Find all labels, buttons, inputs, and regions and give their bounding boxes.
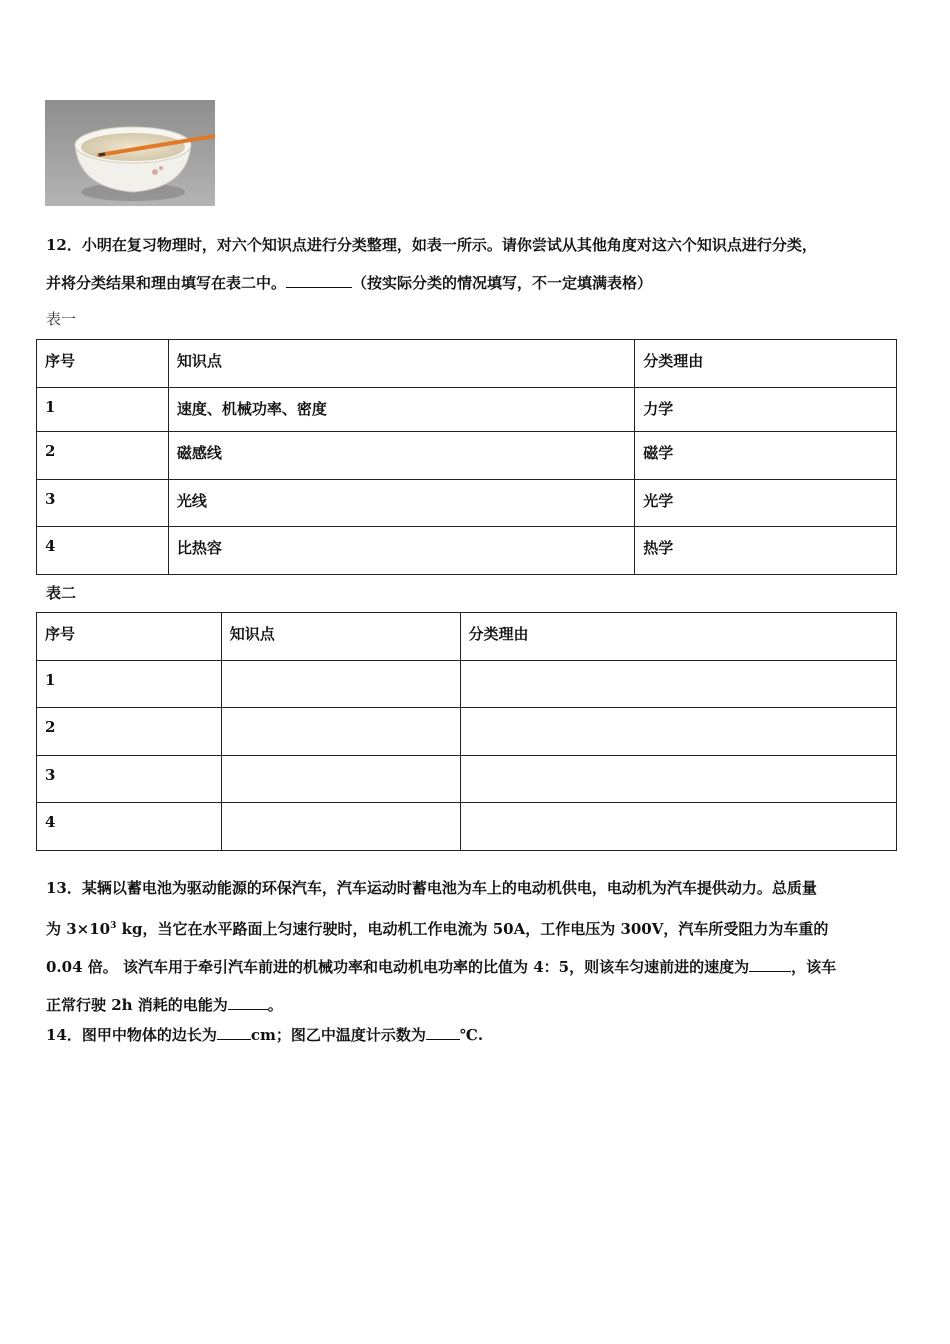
q14-text-b: cm；图乙中温度计示数为 (250, 1026, 426, 1044)
table-row (37, 388, 897, 432)
table-row (37, 708, 897, 756)
table-cell: 速度、机械功率、密度 (168, 388, 634, 432)
q12-line2 (46, 264, 906, 302)
header-cell: 序号 (37, 613, 222, 661)
answer-cell[interactable] (460, 708, 896, 756)
q13-line2 (46, 907, 906, 948)
q13-line2-rest: kg，当它在水平路面上匀速行驶时，电动机工作电流为 50A，工作电压为 300V，汽车所受阻力为车重的 (116, 920, 829, 938)
table-cell: 磁学 (635, 432, 897, 480)
table-cell: 1 (37, 661, 222, 708)
q14-text-a: 14．图甲中物体的边长为 (46, 1026, 217, 1044)
answer-cell[interactable] (221, 803, 460, 851)
table-row (37, 756, 897, 803)
table2-caption: 表二 (46, 584, 77, 602)
table-cell: 光学 (635, 480, 897, 527)
table-cell: 比热容 (168, 527, 634, 575)
q12-line2-note: （按实际分类的情况填写，不一定填满表格） (352, 274, 653, 292)
q13-exponent: 3 (110, 921, 117, 931)
header-cell: 知识点 (168, 340, 634, 388)
q13-energy-blank[interactable] (228, 1009, 268, 1010)
table-cell: 2 (37, 708, 222, 756)
table-row (37, 803, 897, 851)
table-header-row (37, 340, 897, 388)
table-header-row (37, 613, 897, 661)
q14-text-c: ℃. (459, 1026, 484, 1044)
table-cell: 3 (37, 480, 169, 527)
q13-speed-blank[interactable] (749, 971, 791, 972)
header-cell: 分类理由 (635, 340, 897, 388)
answer-cell[interactable] (221, 708, 460, 756)
table-cell: 2 (37, 432, 169, 480)
table-row (37, 480, 897, 527)
q13-line3 (46, 948, 906, 986)
question-13 (46, 869, 906, 1024)
table-cell: 3 (37, 756, 222, 803)
question-14 (46, 1016, 906, 1054)
answer-cell[interactable] (460, 756, 896, 803)
table-row (37, 432, 897, 480)
table-one (36, 339, 897, 575)
table-row (37, 661, 897, 708)
q13-line4-text: 正常行驶 2h 消耗的电能为 (46, 996, 228, 1014)
q12-line1: 12．小明在复习物理时，对六个知识点进行分类整理，如表一所示。请你尝试从其他角度对这六个知识点进行分类， (46, 236, 817, 254)
answer-cell[interactable] (460, 661, 896, 708)
table-row (37, 527, 897, 575)
answer-cell[interactable] (221, 661, 460, 708)
q13-line3-end: ，该车 (791, 958, 837, 976)
answer-cell[interactable] (221, 756, 460, 803)
header-cell: 序号 (37, 340, 169, 388)
q14-temperature-blank[interactable] (426, 1039, 460, 1040)
table-cell: 光线 (168, 480, 634, 527)
q13-mass-text: 为 3×10 (46, 920, 111, 938)
bowl-pencil-photo (45, 100, 215, 206)
table-cell: 4 (37, 527, 169, 575)
header-cell: 知识点 (221, 613, 460, 661)
header-cell: 分类理由 (460, 613, 896, 661)
q13-line3-text: 0.04 倍。 该汽车用于牵引汽车前进的机械功率和电动机电功率的比值为 4：5，则该车匀速前进的速度为 (46, 958, 750, 976)
answer-cell[interactable] (460, 803, 896, 851)
table-cell: 力学 (635, 388, 897, 432)
q14-length-blank[interactable] (217, 1039, 251, 1040)
q12-answer-blank[interactable] (286, 287, 352, 288)
table-two (36, 612, 897, 851)
q12-line2-text: 并将分类结果和理由填写在表二中。 (46, 274, 287, 292)
q13-line4-end: 。 (267, 996, 283, 1014)
table1-caption: 表一 (46, 310, 77, 328)
table-cell: 磁感线 (168, 432, 634, 480)
table-cell: 4 (37, 803, 222, 851)
q13-line1: 13．某辆以蓄电池为驱动能源的环保汽车，汽车运动时蓄电池为车上的电动机供电，电动机为汽车提供动力。总质量 (46, 879, 817, 897)
table-cell: 1 (37, 388, 169, 432)
table-cell: 热学 (635, 527, 897, 575)
question-12 (46, 226, 906, 302)
